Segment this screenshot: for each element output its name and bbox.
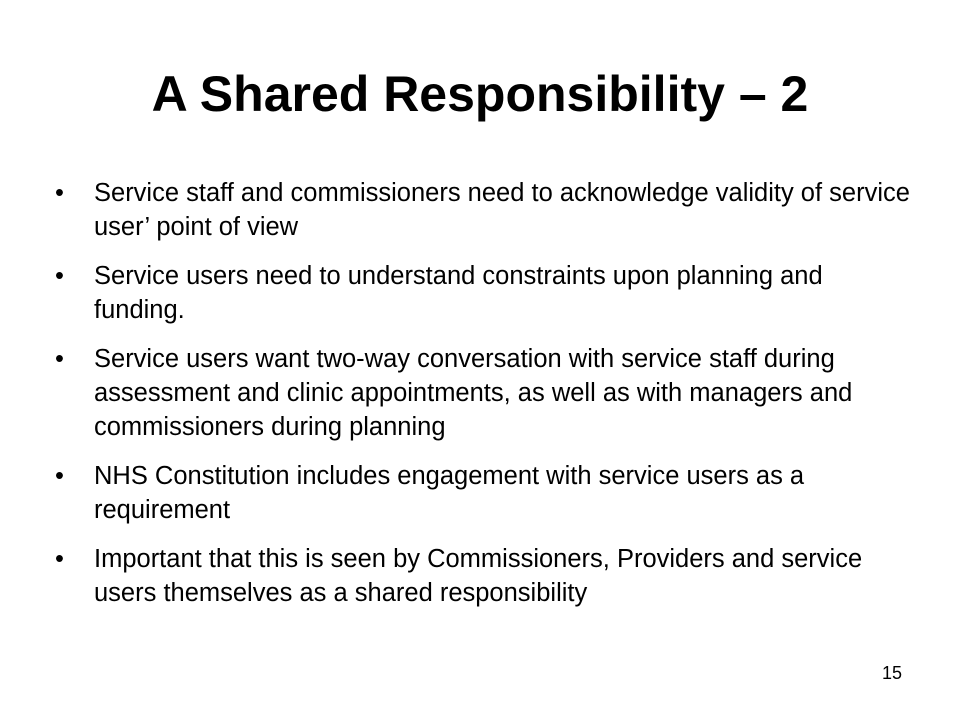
bullet-item xyxy=(52,176,912,244)
bullet-marker: • xyxy=(55,545,64,573)
bullet-list xyxy=(52,176,912,625)
bullet-item xyxy=(52,342,912,444)
slide-title: A Shared Responsibility – 2 xyxy=(151,66,809,122)
bullet-text: Important that this is seen by Commissioners, Providers and service users themselves as a shared responsibility xyxy=(94,545,863,607)
bullet-marker: • xyxy=(55,179,64,207)
bullet-text: NHS Constitution includes engagement with service users as a requirement xyxy=(94,462,805,524)
bullet-marker: • xyxy=(55,262,64,290)
bullet-item xyxy=(52,542,912,610)
bullet-marker: • xyxy=(55,345,64,373)
bullet-text: Service users want two-way conversation with service staff during assessment and clinic appointments, as well as with managers and commissioners during planning xyxy=(94,345,853,441)
bullet-item xyxy=(52,459,912,527)
bullet-text: Service users need to understand constraints upon planning and funding. xyxy=(94,262,823,324)
page-number: 15 xyxy=(881,663,903,683)
bullet-item xyxy=(52,259,912,327)
bullet-text: Service staff and commissioners need to acknowledge validity of service user’ point of view xyxy=(94,179,910,241)
bullet-marker: • xyxy=(55,462,64,490)
